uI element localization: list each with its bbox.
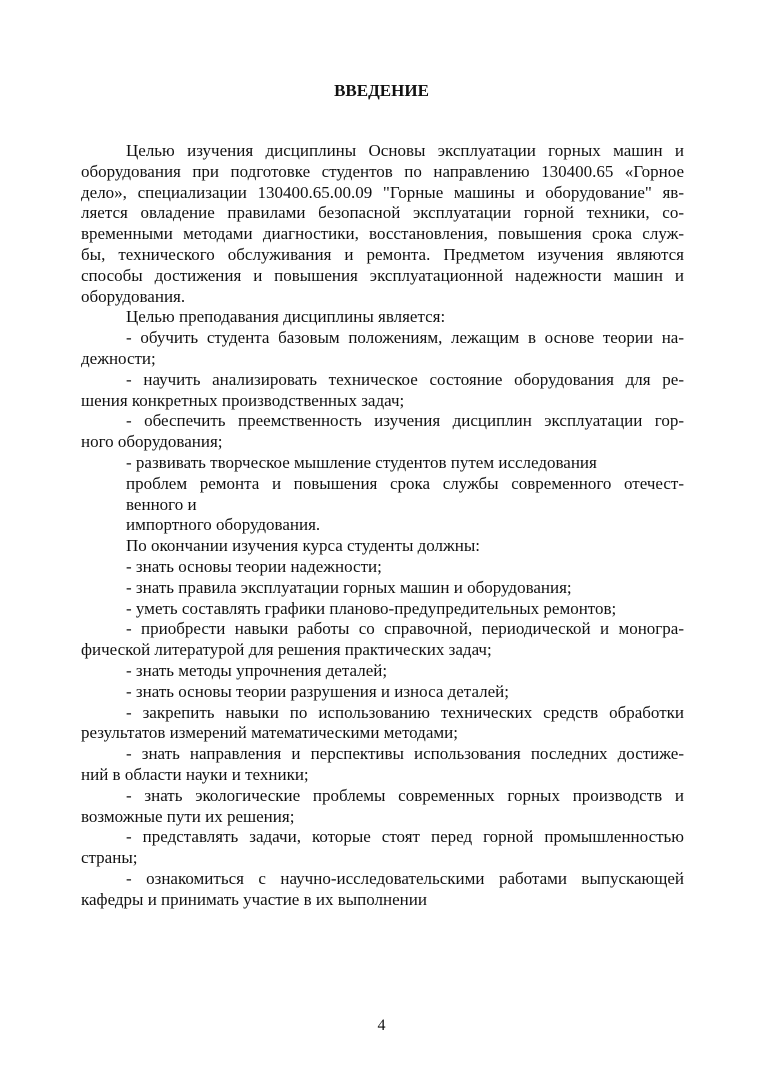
text-line: дежности;	[81, 348, 156, 368]
text-line: - обеспечить преемственность изучения дисциплин эксплуатации гор-	[126, 411, 684, 431]
list-item	[81, 411, 684, 453]
text-line: оборудования при подготовке студентов по направлению 130400.65 «Горное	[81, 161, 684, 181]
text-line: - знать правила эксплуатации горных машин и оборудования;	[126, 577, 572, 597]
list-item	[81, 370, 684, 412]
text-line: - знать основы теории разрушения и износа деталей;	[126, 681, 509, 701]
text-line: - ознакомиться с научно-исследовательскими работами выпускающей	[126, 868, 684, 888]
text-line: венного и	[126, 494, 197, 514]
text-line: - закрепить навыки по использованию технических средств обработки	[126, 702, 684, 722]
text-line: оборудования.	[81, 286, 186, 306]
list-item	[81, 578, 684, 599]
text-line: - знать направления и перспективы использования последних достиже-	[126, 744, 684, 764]
list-item	[81, 328, 684, 370]
text-line: По окончании изучения курса студенты должны:	[126, 536, 481, 556]
page-number: 4	[377, 1017, 386, 1034]
list-item	[81, 682, 684, 703]
text-line: фической литературой для решения практических задач;	[81, 640, 492, 660]
text-line: - приобрести навыки работы со справочной, периодической и моногра-	[126, 619, 684, 639]
text-line: - уметь составлять графики планово-предупредительных ремонтов;	[126, 598, 617, 618]
text-line: проблем ремонта и повышения срока службы современного отечест-	[126, 473, 684, 493]
paragraph	[81, 536, 684, 557]
text-line: ляется овладение правилами безопасной эксплуатации горной техники, со-	[81, 203, 684, 223]
text-line: результатов измерений математическими методами;	[81, 723, 458, 743]
text-line: бы, технического обслуживания и ремонта. Предметом изучения являются	[81, 244, 684, 264]
document-body	[81, 141, 684, 910]
text-line: Целью изучения дисциплины Основы эксплуатации горных машин и	[126, 141, 684, 160]
text-line: кафедры и принимать участие в их выполнении	[81, 889, 427, 909]
text-line: возможные пути их решения;	[81, 806, 295, 826]
text-line: - научить анализировать техническое состояние оборудования для ре-	[126, 369, 684, 389]
list-item	[81, 661, 684, 682]
list-item	[81, 827, 684, 869]
text-line: - знать основы теории надежности;	[126, 556, 382, 576]
text-line: - знать методы упрочнения деталей;	[126, 660, 388, 680]
text-line: страны;	[81, 848, 138, 868]
text-line: дело», специализации 130400.65.00.09 "Горные машины и оборудование" яв-	[81, 182, 684, 202]
text-line: способы достижения и повышения эксплуатационной надежности машин и	[81, 265, 684, 285]
text-line: импортного оборудования.	[126, 515, 321, 535]
paragraph	[81, 141, 684, 307]
list-item	[81, 786, 684, 828]
text-line: - развивать творческое мышление студентов путем исследования	[126, 452, 597, 472]
text-line: ний в области науки и техники;	[81, 764, 309, 784]
list-item	[81, 703, 684, 745]
text-line: шения конкретных производственных задач;	[81, 390, 405, 410]
list-item	[81, 619, 684, 661]
list-item	[81, 599, 684, 620]
text-line: Целью преподавания дисциплины является:	[126, 307, 446, 327]
list-item	[81, 744, 684, 786]
text-line: ного оборудования;	[81, 432, 223, 452]
text-line: временными методами диагностики, восстановления, повышения срока служ-	[81, 224, 684, 244]
text-line: - знать экологические проблемы современных горных производств и	[126, 785, 684, 805]
list-item	[81, 557, 684, 578]
text-line: - обучить студента базовым положениям, лежащим в основе теории на-	[126, 328, 684, 348]
paragraph	[81, 307, 684, 328]
list-item	[81, 869, 684, 911]
text-line: - представлять задачи, которые стоят перед горной промышленностью	[126, 827, 684, 847]
list-item	[81, 453, 684, 536]
page-title: ВВЕДЕНИЕ	[334, 81, 429, 100]
